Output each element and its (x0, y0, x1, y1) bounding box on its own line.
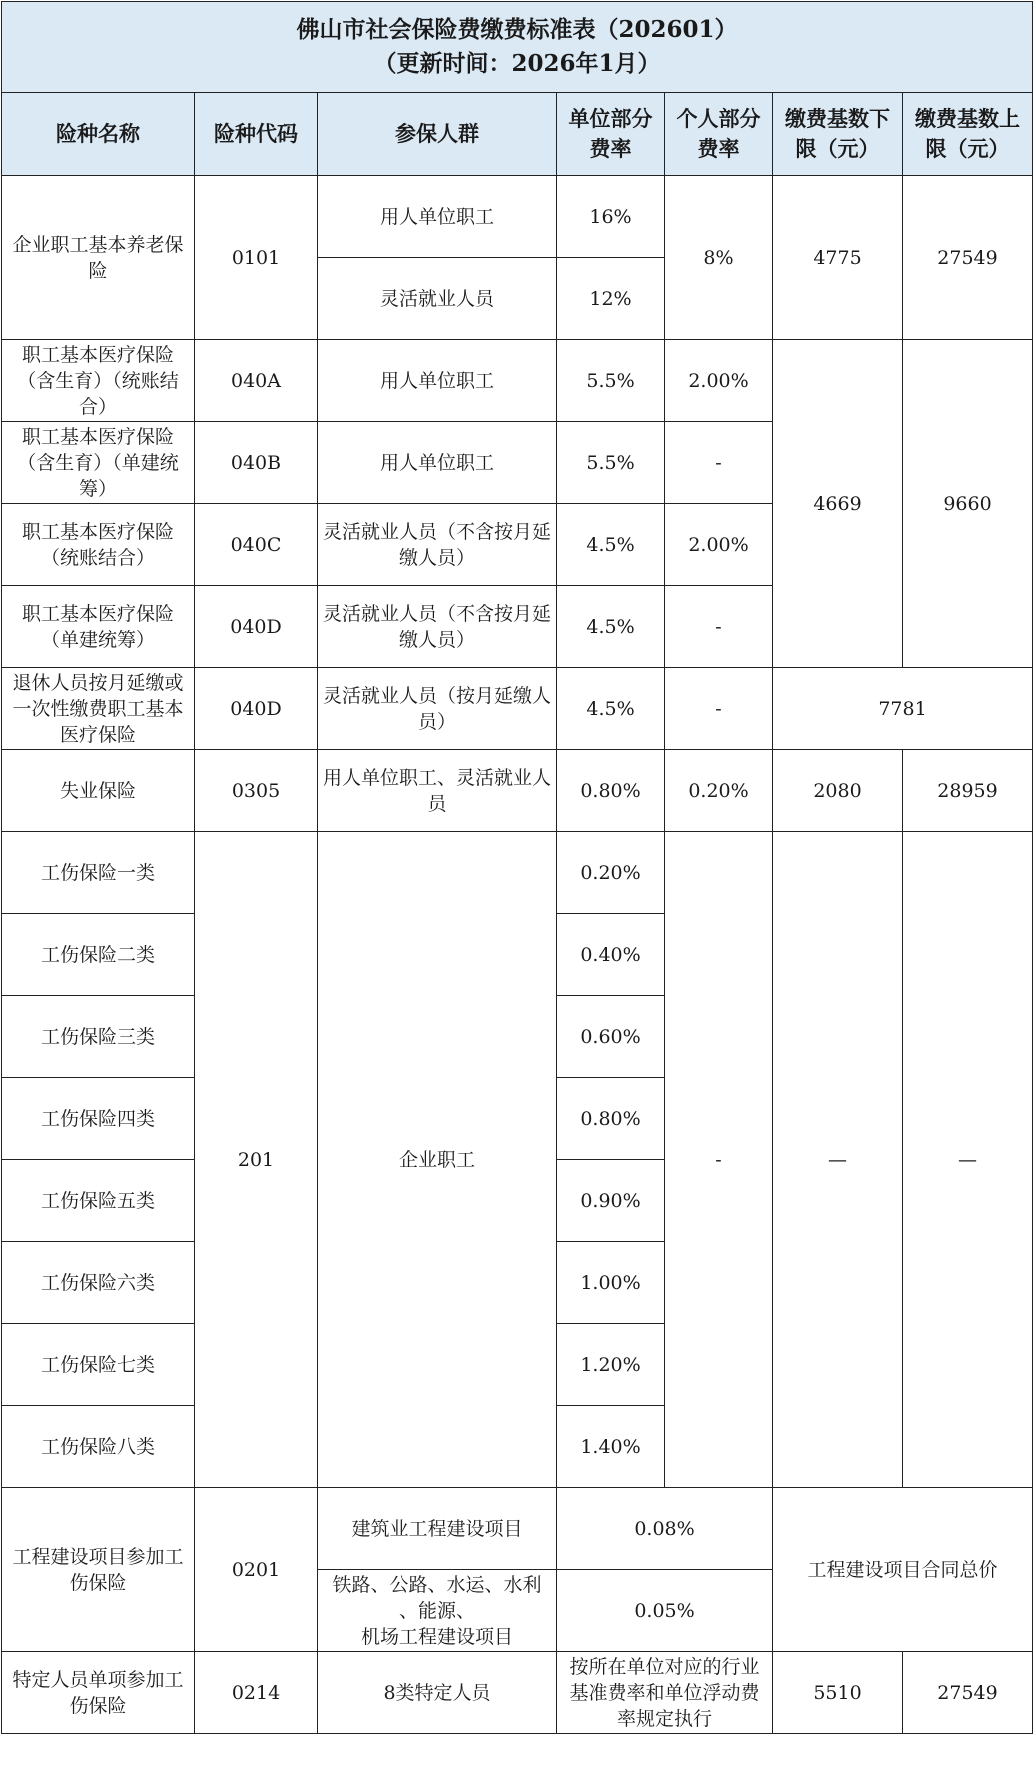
retiree-code: 040D (195, 668, 318, 750)
pension-base-max: 27549 (903, 176, 1033, 340)
injury-class-name: 工伤保险一类 (2, 832, 195, 914)
injury-class-name: 工伤保险四类 (2, 1078, 195, 1160)
medical-group-4: 灵活就业人员（不含按月延缴人员） (318, 586, 557, 668)
pension-group-flexible: 灵活就业人员 (318, 258, 557, 340)
contribution-standard-table (1, 1, 1033, 1734)
medical-code-4: 040D (195, 586, 318, 668)
header-name: 险种名称 (2, 93, 195, 176)
medical-personal-rate-3: 2.00% (665, 504, 773, 586)
retiree-name: 退休人员按月延缴或一次性缴费职工基本医疗保险 (2, 668, 195, 750)
project-group-other-line: 、能源、 (398, 1599, 475, 1622)
medical-name-3: 职工基本医疗保险（统账结合） (2, 504, 195, 586)
project-rate-construction: 0.08% (557, 1488, 773, 1570)
project-base: 工程建设项目合同总价 (773, 1488, 1033, 1652)
medical-base-min: 4669 (773, 340, 903, 668)
pension-group-employee: 用人单位职工 (318, 176, 557, 258)
unemployment-personal-rate: 0.20% (665, 750, 773, 832)
header-group: 参保人群 (318, 93, 557, 176)
unemployment-name: 失业保险 (2, 750, 195, 832)
header-personal-rate: 个人部分费率 (665, 93, 773, 176)
title-line-1: 佛山市社会保险费缴费标准表（202601） (296, 16, 738, 43)
medical-code-2: 040B (195, 422, 318, 504)
special-group: 8类特定人员 (318, 1652, 557, 1734)
medical-group-3: 灵活就业人员（不含按月延缴人员） (318, 504, 557, 586)
project-rate-other: 0.05% (557, 1570, 773, 1652)
injury-class-name: 工伤保险七类 (2, 1324, 195, 1406)
medical-name-1: 职工基本医疗保险（含生育）（统账结合） (2, 340, 195, 422)
medical-unit-rate-4: 4.5% (557, 586, 665, 668)
pension-code: 0101 (195, 176, 318, 340)
header-code: 险种代码 (195, 93, 318, 176)
injury-class-rate: 0.60% (557, 996, 665, 1078)
special-rate: 按所在单位对应的行业基准费率和单位浮动费率规定执行 (557, 1652, 773, 1734)
medical-code-3: 040C (195, 504, 318, 586)
injury-group: 企业职工 (318, 832, 557, 1488)
medical-unit-rate-3: 4.5% (557, 504, 665, 586)
unemployment-group: 用人单位职工、灵活就业人员 (318, 750, 557, 832)
injury-class-rate: 0.80% (557, 1078, 665, 1160)
retiree-base: 7781 (773, 668, 1033, 750)
medical-personal-rate-2: - (665, 422, 773, 504)
pension-name: 企业职工基本养老保险 (2, 176, 195, 340)
project-code: 0201 (195, 1488, 318, 1652)
injury-class-rate: 1.20% (557, 1324, 665, 1406)
special-code: 0214 (195, 1652, 318, 1734)
medical-name-4: 职工基本医疗保险（单建统筹） (2, 586, 195, 668)
unemployment-code: 0305 (195, 750, 318, 832)
medical-group-2: 用人单位职工 (318, 422, 557, 504)
injury-class-rate: 0.90% (557, 1160, 665, 1242)
medical-personal-rate-1: 2.00% (665, 340, 773, 422)
injury-code: 201 (195, 832, 318, 1488)
project-group-other-line: 铁路、公路、水运、水利 (332, 1573, 542, 1596)
medical-unit-rate-2: 5.5% (557, 422, 665, 504)
unemployment-base-min: 2080 (773, 750, 903, 832)
table-title (2, 2, 1033, 93)
special-base-max: 27549 (903, 1652, 1033, 1734)
injury-base-max: — (903, 832, 1033, 1488)
injury-class-name: 工伤保险八类 (2, 1406, 195, 1488)
unemployment-unit-rate: 0.80% (557, 750, 665, 832)
injury-base-min: — (773, 832, 903, 1488)
injury-class-name: 工伤保险三类 (2, 996, 195, 1078)
project-name: 工程建设项目参加工伤保险 (2, 1488, 195, 1652)
special-name: 特定人员单项参加工伤保险 (2, 1652, 195, 1734)
injury-personal-rate: - (665, 832, 773, 1488)
project-group-other-line: 机场工程建设项目 (360, 1625, 513, 1648)
injury-class-name: 工伤保险六类 (2, 1242, 195, 1324)
unemployment-base-max: 28959 (903, 750, 1033, 832)
medical-code-1: 040A (195, 340, 318, 422)
medical-unit-rate-1: 5.5% (557, 340, 665, 422)
medical-base-max: 9660 (903, 340, 1033, 668)
project-group-other (318, 1570, 557, 1652)
injury-class-rate: 1.00% (557, 1242, 665, 1324)
project-group-construction: 建筑业工程建设项目 (318, 1488, 557, 1570)
medical-personal-rate-4: - (665, 586, 773, 668)
retiree-personal-rate: - (665, 668, 773, 750)
injury-class-rate: 1.40% (557, 1406, 665, 1488)
header-unit-rate: 单位部分费率 (557, 93, 665, 176)
pension-unit-rate-flexible: 12% (557, 258, 665, 340)
header-base-max: 缴费基数上限（元） (903, 93, 1033, 176)
injury-class-rate: 0.20% (557, 832, 665, 914)
medical-group-1: 用人单位职工 (318, 340, 557, 422)
medical-name-2: 职工基本医疗保险（含生育）（单建统筹） (2, 422, 195, 504)
injury-class-name: 工伤保险二类 (2, 914, 195, 996)
retiree-group: 灵活就业人员（按月延缴人员） (318, 668, 557, 750)
header-base-min: 缴费基数下限（元） (773, 93, 903, 176)
pension-personal-rate: 8% (665, 176, 773, 340)
injury-class-rate: 0.40% (557, 914, 665, 996)
injury-class-name: 工伤保险五类 (2, 1160, 195, 1242)
pension-base-min: 4775 (773, 176, 903, 340)
title-line-2: （更新时间：2026年1月） (373, 50, 661, 77)
special-base-min: 5510 (773, 1652, 903, 1734)
pension-unit-rate-employee: 16% (557, 176, 665, 258)
retiree-unit-rate: 4.5% (557, 668, 665, 750)
